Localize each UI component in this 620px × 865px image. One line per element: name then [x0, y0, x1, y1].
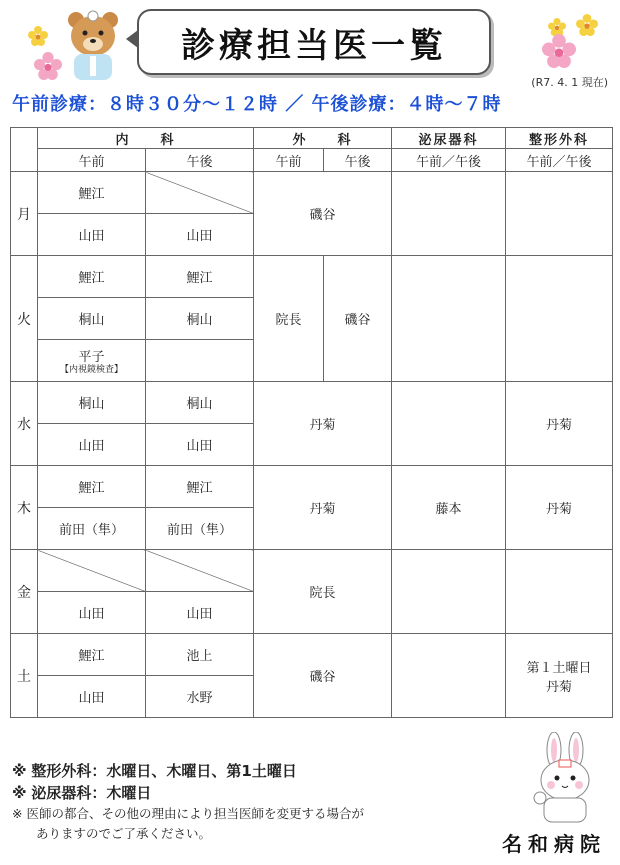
- closed-cell: [146, 550, 254, 592]
- cell: 桐山: [38, 382, 146, 424]
- note-change: [12, 804, 364, 844]
- note-days: ：木曜日: [91, 784, 152, 802]
- cell: 桐山: [146, 382, 254, 424]
- note-text-1: 医師の都合、その他の理由により担当医師を変更する場合が: [26, 806, 364, 821]
- cell: 池上: [146, 634, 254, 676]
- sub-ampm: 午前／午後: [506, 149, 613, 172]
- cell: 山田: [146, 592, 254, 634]
- note: 【内視鏡検査】: [59, 364, 123, 375]
- cell: 院長: [254, 256, 324, 382]
- doctor-name: 平子: [78, 349, 105, 365]
- empty-cell: [392, 382, 506, 466]
- dept-orthopedics: 整形外科: [506, 128, 613, 149]
- flower-icon: [576, 14, 598, 36]
- sub-pm: 午後: [146, 149, 254, 172]
- dept-internal: 内 科: [38, 128, 254, 149]
- cell: 丹菊: [254, 466, 392, 550]
- cell: 前田（隼）: [38, 508, 146, 550]
- cell: 山田: [146, 424, 254, 466]
- bear-mascot-icon: [60, 6, 126, 84]
- note-mark: ※: [12, 762, 27, 780]
- note-urology: [12, 782, 364, 804]
- cell: 山田: [38, 424, 146, 466]
- rabbit-nurse-icon: [530, 732, 602, 824]
- empty-cell: [506, 256, 613, 382]
- cell: 桐山: [38, 298, 146, 340]
- ortho-saturday-note: 第１土曜日: [526, 660, 592, 676]
- cell: 桐山: [146, 298, 254, 340]
- flower-icon: [542, 34, 576, 68]
- footnotes: [12, 760, 364, 844]
- as-of-date: (R7. 4. 1 現在): [531, 76, 608, 89]
- consultation-hours: 午前診療：８時３０分～１２時 ／ 午後診療：４時～７時: [12, 94, 502, 115]
- cell: 鯉江: [146, 466, 254, 508]
- cell: 丹菊: [254, 382, 392, 466]
- cell: 前田（隼）: [146, 508, 254, 550]
- cell: 磯谷: [324, 256, 392, 382]
- note-mark: ※: [12, 784, 27, 802]
- sub-ampm: 午前／午後: [392, 149, 506, 172]
- sub-am: 午前: [38, 149, 146, 172]
- empty-cell: [146, 340, 254, 382]
- empty-cell: [392, 256, 506, 382]
- dept-urology: 泌尿器科: [392, 128, 506, 149]
- closed-cell: [146, 172, 254, 214]
- cell: 山田: [38, 676, 146, 718]
- note-label: 泌尿器科: [31, 784, 92, 802]
- corner-cell: [11, 128, 38, 172]
- day-mon: 月: [11, 172, 38, 256]
- doctor-name: 丹菊: [546, 679, 573, 695]
- cell-two-line: [506, 634, 613, 718]
- closed-cell: [38, 550, 146, 592]
- cell: 鯉江: [38, 466, 146, 508]
- day-wed: 水: [11, 382, 38, 466]
- flower-icon: [28, 26, 48, 46]
- cell-with-note: [38, 340, 146, 382]
- sub-pm: 午後: [324, 149, 392, 172]
- empty-cell: [506, 550, 613, 634]
- note-label: 整形外科: [31, 762, 92, 780]
- empty-cell: [392, 550, 506, 634]
- hospital-name: 名和病院: [502, 832, 606, 856]
- cell: 山田: [146, 214, 254, 256]
- empty-cell: [506, 172, 613, 256]
- cell: 山田: [38, 592, 146, 634]
- dept-surgery: 外 科: [254, 128, 392, 149]
- day-tue: 火: [11, 256, 38, 382]
- note-days: ：水曜日、木曜日、第1土曜日: [91, 762, 297, 780]
- flower-icon: [34, 52, 62, 80]
- cell: 磯谷: [254, 172, 392, 256]
- cell: 丹菊: [506, 466, 613, 550]
- empty-cell: [392, 172, 506, 256]
- cell: 丹菊: [506, 382, 613, 466]
- cell: 院長: [254, 550, 392, 634]
- cell: 藤本: [392, 466, 506, 550]
- cell: 鯉江: [38, 634, 146, 676]
- day-sat: 土: [11, 634, 38, 718]
- cell: 山田: [38, 214, 146, 256]
- cell: 鯉江: [146, 256, 254, 298]
- note-text-2: ありますのでご了承ください。: [36, 826, 212, 841]
- sub-am: 午前: [254, 149, 324, 172]
- cell: 水野: [146, 676, 254, 718]
- cell: 磯谷: [254, 634, 392, 718]
- note-orthopedics: [12, 760, 364, 782]
- cell: 鯉江: [38, 172, 146, 214]
- note-mark: ※: [12, 806, 23, 821]
- cell: 鯉江: [38, 256, 146, 298]
- empty-cell: [392, 634, 506, 718]
- page-title: 診療担当医一覧: [137, 9, 491, 75]
- doctor-schedule-table: [10, 127, 613, 718]
- day-fri: 金: [11, 550, 38, 634]
- day-thu: 木: [11, 466, 38, 550]
